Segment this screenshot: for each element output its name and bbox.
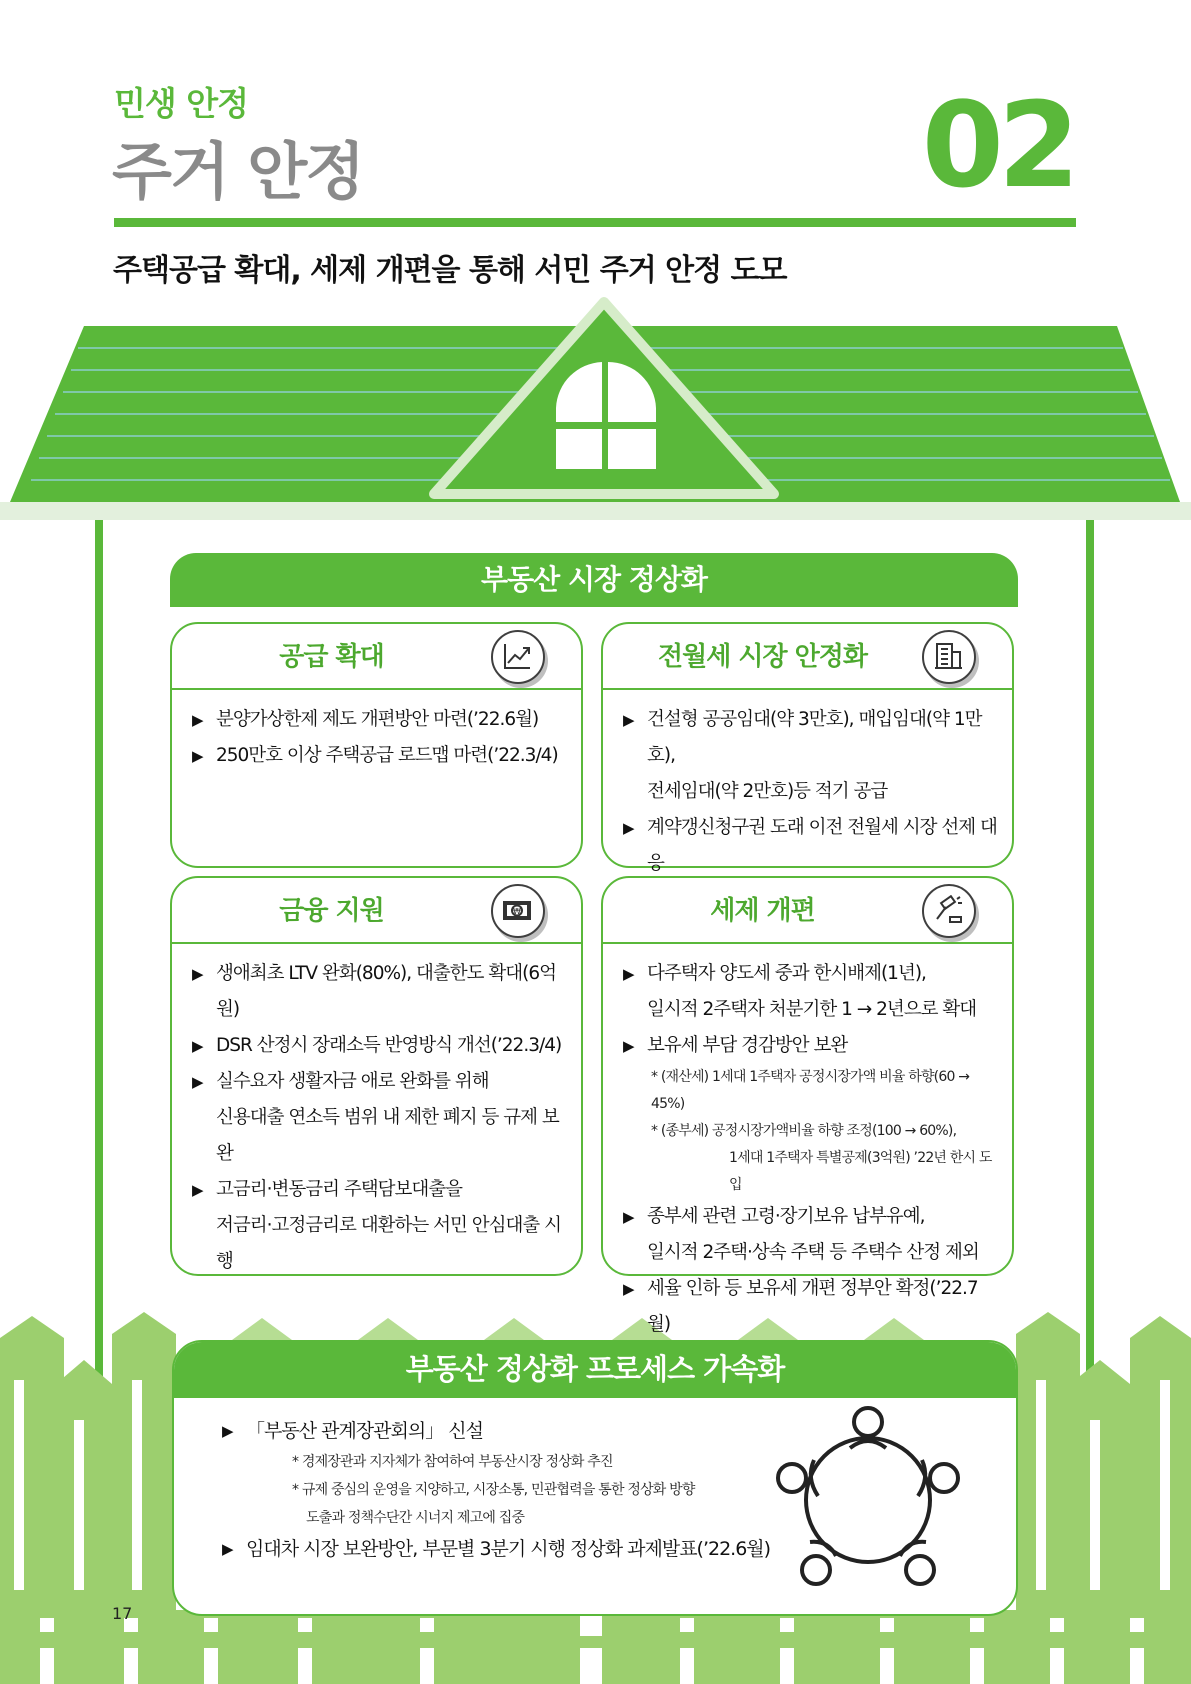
list-item-text: 신용대출 연소득 범위 내 제한 폐지 등 규제 보완 — [216, 1107, 559, 1164]
footnote: * (재산세) 1세대 1주택자 공정시장가액 비율 하향(60 → 45%) — [651, 1069, 970, 1112]
card-supply — [170, 622, 583, 868]
card-rent-market — [601, 622, 1014, 874]
footnote: * 규제 중심의 운영을 지양하고, 시장소통, 민관협력을 통한 정상화 방향 — [292, 1482, 695, 1498]
roof-eave — [0, 502, 1191, 520]
section-number: 02 — [921, 76, 1074, 214]
footnote-continued: 1세대 1주택자 특별공제(3억원) ’22년 한시 도입 — [729, 1150, 992, 1193]
list-item: ▶ 250만호 이상 주택공급 로드맵 마련(’22.3/4) — [192, 738, 569, 774]
svg-text:₩: ₩ — [513, 907, 521, 916]
page-subtitle: 주택공급 확대, 세제 개편을 통해 서민 주거 안정 도모 — [113, 253, 787, 288]
list-item: ▶ 고금리·변동금리 주택담보대출을 — [192, 1172, 569, 1208]
card-tax-reform — [601, 876, 1014, 1335]
chart-up-icon — [491, 630, 545, 684]
card-title: 세제 개편 — [710, 896, 815, 926]
list-item-continued — [623, 1235, 1000, 1271]
list-item-text: 전세임대(약 2만호)등 적기 공급 — [647, 781, 888, 802]
list-item-text: 일시적 2주택·상속 주택 등 주택수 산정 제외 — [647, 1242, 979, 1263]
card-title: 금융 지원 — [279, 896, 384, 926]
list-item: ▶ 보유세 부담 경감방안 보완 — [623, 1028, 1000, 1064]
list-item-continued — [192, 1208, 569, 1280]
meeting-table-icon — [770, 1400, 966, 1596]
list-item: ▶ 종부세 관련 고령·장기보유 납부유예, — [623, 1199, 1000, 1235]
list-item-text: 일시적 2주택자 처분기한 1 → 2년으로 확대 — [647, 999, 977, 1020]
list-item-continued — [192, 1100, 569, 1172]
list-item-continued — [623, 774, 1000, 810]
list-item-continued — [623, 992, 1000, 1028]
category-label: 민생 안정 — [114, 84, 249, 123]
title-rule — [114, 218, 1076, 227]
list-item: ▶ 분양가상한제 제도 개편방안 마련(’22.6월) — [192, 702, 569, 738]
money-icon — [491, 884, 545, 938]
page-title: 주거 안정 — [112, 135, 364, 208]
list-item: ▶ 임대차 시장 보완방안, 부문별 3분기 시행 정상화 과제발표(’22.6월) — [222, 1532, 1016, 1566]
list-item: ▶ 생애최초 LTV 완화(80%), 대출한도 확대(6억원) — [192, 956, 569, 1028]
wall-left — [95, 520, 103, 1400]
card-title: 공급 확대 — [279, 642, 384, 672]
page-number: 17 — [112, 1604, 133, 1623]
footnote: * (종부세) 공정시장가액비율 하향 조정(100 → 60%), — [651, 1123, 957, 1139]
gavel-icon — [922, 884, 976, 938]
footnote: * 경제장관과 지자체가 참여하여 부동산시장 정상화 추진 — [292, 1454, 613, 1470]
footnote-continued: 도출과 정책수단간 시너지 제고에 집중 — [306, 1510, 525, 1526]
building-icon — [922, 630, 976, 684]
list-item: ▶ 건설형 공공임대(약 3만호), 매입임대(약 1만호), — [623, 702, 1000, 774]
list-item: ▶ 다주택자 양도세 중과 한시배제(1년), — [623, 956, 1000, 992]
wall-right — [1086, 520, 1094, 1400]
list-item: ▶ 세율 인하 등 보유세 개편 정부안 확정(’22.7월) — [623, 1271, 1000, 1343]
list-item: ▶ 계약갱신청구권 도래 이전 전월세 시장 선제 대응 — [623, 810, 1000, 882]
list-item: ▶ DSR 산정시 장래소득 반영방식 개선(’22.3/4) — [192, 1028, 569, 1064]
section2-banner: 부동산 정상화 프로세스 가속화 — [174, 1342, 1016, 1398]
list-item: ▶ 실수요자 생활자금 애로 완화를 위해 — [192, 1064, 569, 1100]
card-title: 전월세 시장 안정화 — [657, 642, 868, 672]
card-finance — [170, 876, 583, 1276]
section1-banner: 부동산 시장 정상화 — [170, 553, 1018, 607]
list-item-text: 저금리·고정금리로 대환하는 서민 안심대출 시행 — [216, 1215, 561, 1272]
list-item: ▶ 「부동산 관계장관회의」 신설 — [222, 1414, 1016, 1448]
